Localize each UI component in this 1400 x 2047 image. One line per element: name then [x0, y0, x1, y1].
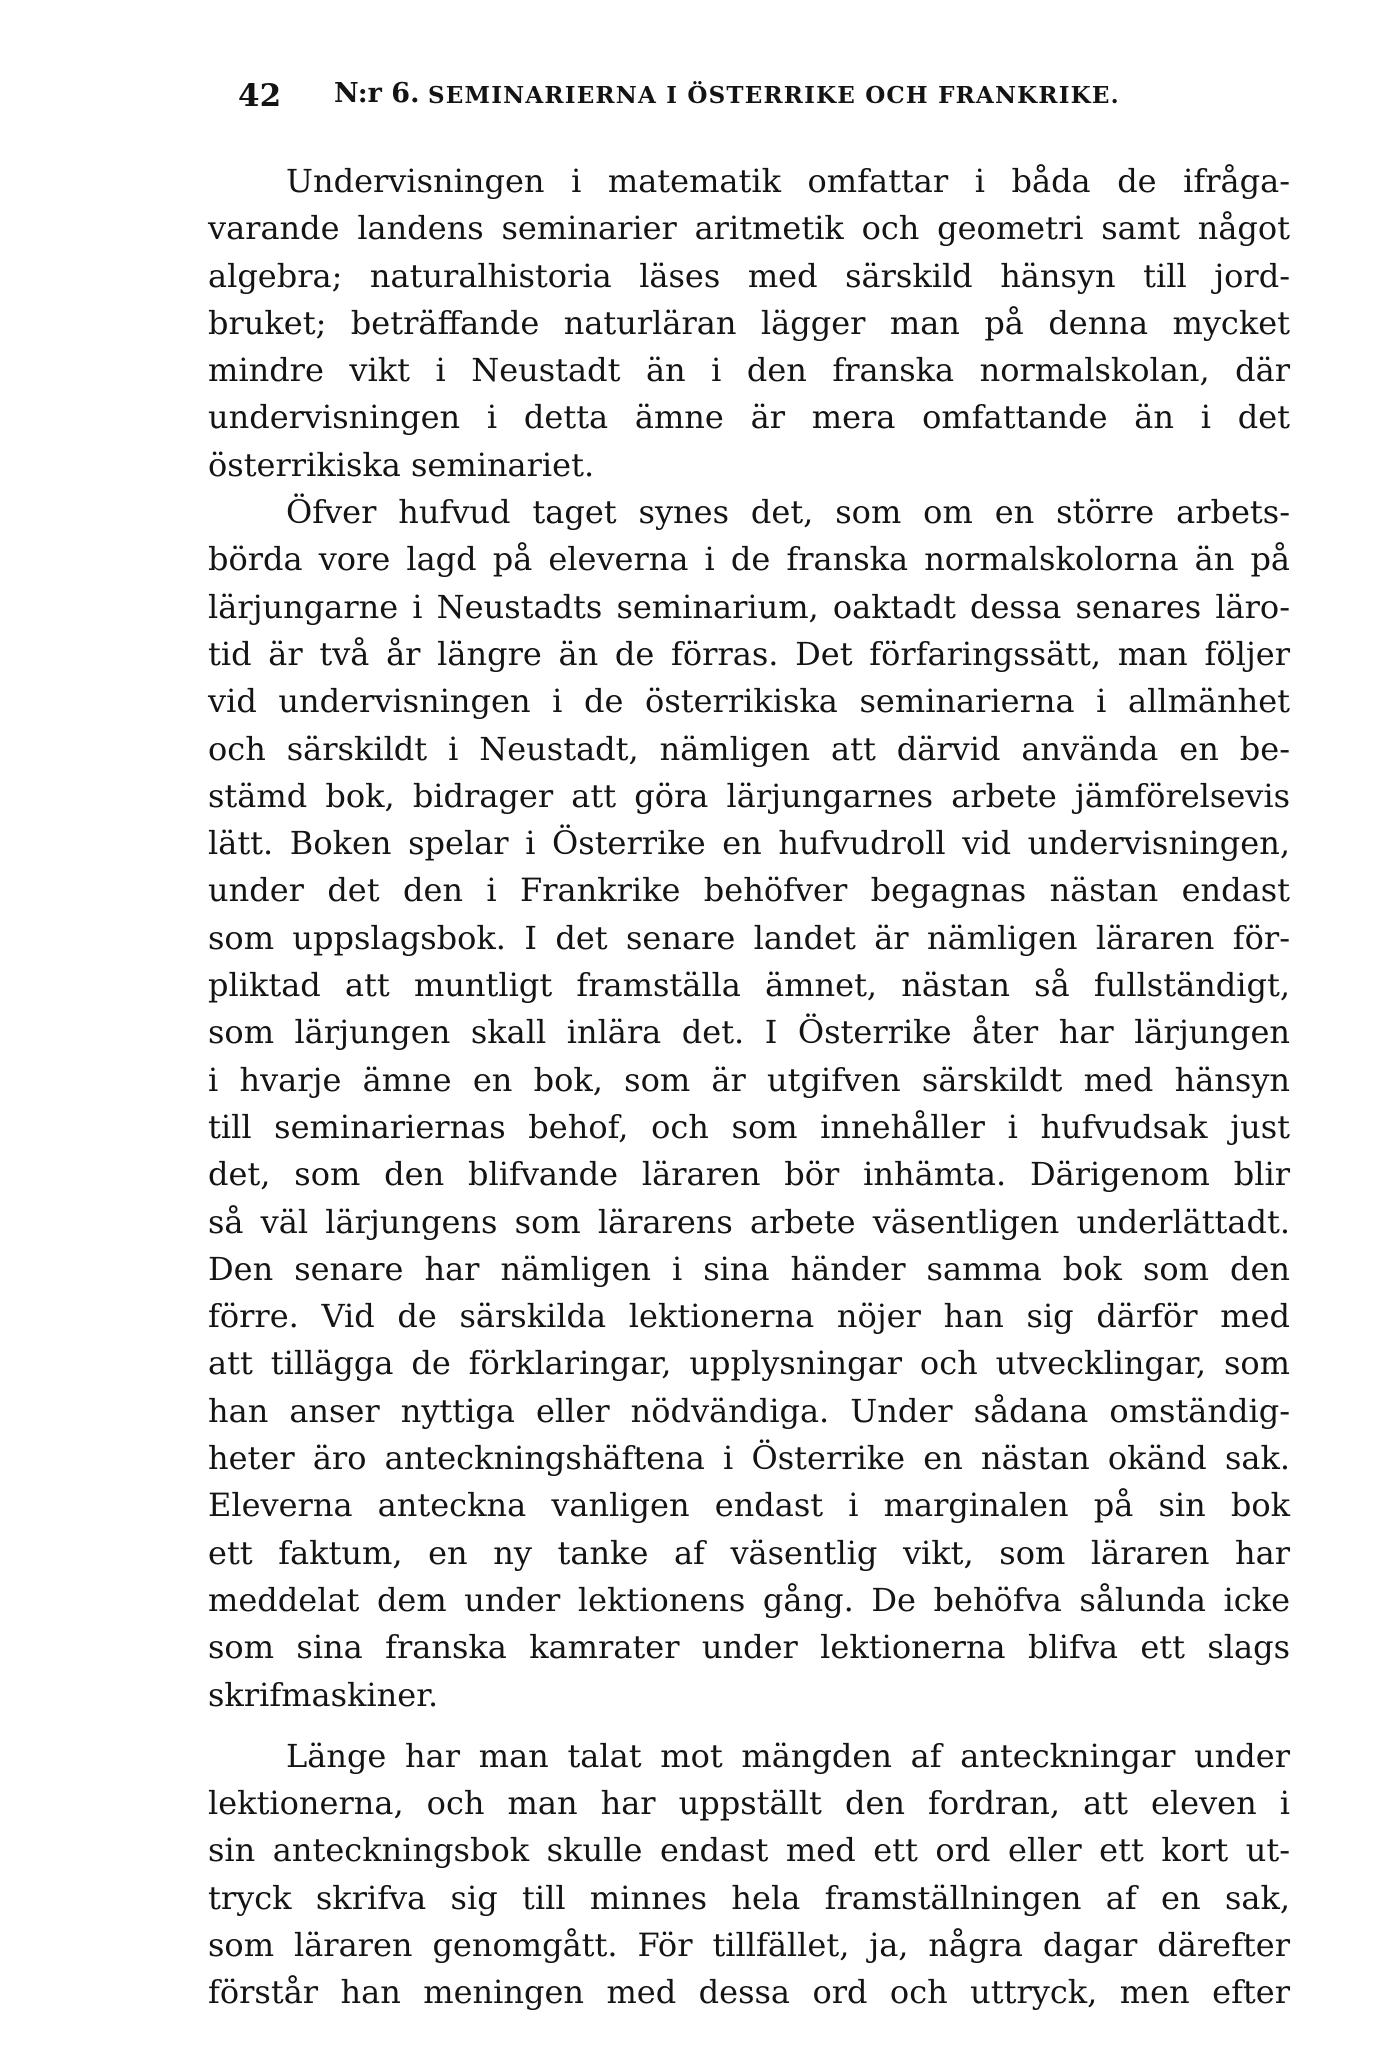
text-line: lektionerna, och man har uppställt den fordran, att eleven i — [208, 1784, 1290, 1823]
text-line: han anser nyttiga eller nödvändiga. Under sådana omständig- — [208, 1391, 1290, 1430]
text-line: bruket; beträffande naturläran lägger man på denna mycket — [208, 303, 1290, 342]
text-line: Den senare har nämligen i sina händer samma bok som den — [208, 1249, 1290, 1288]
text-line: Länge har man talat mot mängden af anteckningar under — [286, 1736, 1290, 1775]
text-line: algebra; naturalhistoria läses med särskild hänsyn till jord- — [208, 256, 1290, 295]
text-line: Öfver hufvud taget synes det, som om en större arbets- — [286, 493, 1290, 532]
text-line: som uppslagsbok. I det senare landet är nämligen läraren för- — [208, 918, 1290, 957]
text-line: mindre vikt i Neustadt än i den franska normalskolan, där — [208, 351, 1290, 390]
text-line: som läraren genomgått. För tillfället, ja, några dagar därefter — [208, 1925, 1290, 1964]
text-line: förstår han meningen med dessa ord och uttryck, men efter — [208, 1973, 1290, 2012]
text-line: tryck skrifva sig till minnes hela framställningen af en sak, — [208, 1878, 1290, 1917]
body-text — [208, 158, 1290, 2017]
issue-number: N:r 6. — [334, 78, 420, 109]
text-line: som lärjungen skall inlära det. I Österrike åter har lärjungen — [208, 1013, 1290, 1052]
text-line: under det den i Frankrike behöfver begagnas nästan endast — [208, 871, 1290, 910]
text-line: att tillägga de förklaringar, upplysningar och utvecklingar, som — [208, 1344, 1290, 1383]
text-line: det, som den blifvande läraren bör inhämta. Därigenom blir — [208, 1155, 1290, 1194]
text-line: heter äro anteckningshäftena i Österrike en nästan okänd sak. — [208, 1439, 1290, 1478]
text-line: meddelat dem under lektionens gång. De behöfva sålunda icke — [208, 1580, 1290, 1619]
text-line: österrikiska seminariet. — [208, 445, 595, 484]
text-line: till seminariernas behof, och som innehåller i hufvudsak just — [208, 1107, 1290, 1146]
text-line: ett faktum, en ny tanke af väsentlig vikt, som läraren har — [208, 1533, 1290, 1572]
text-line: sin anteckningsbok skulle endast med ett ord eller ett kort ut- — [208, 1831, 1290, 1870]
text-line: tid är två år längre än de förras. Det förfaringssätt, man följer — [208, 634, 1290, 673]
text-line: börda vore lagd på eleverna i de franska normalskolorna än på — [208, 540, 1290, 579]
text-line: lärjungarne i Neustadts seminarium, oaktadt dessa senares läro- — [208, 587, 1290, 626]
paragraph-gap — [208, 1719, 1290, 1733]
text-line: pliktad att muntligt framställa ämnet, nästan så fullständigt, — [208, 966, 1290, 1005]
text-line: förre. Vid de särskilda lektionerna nöjer han sig därför med — [208, 1297, 1290, 1336]
text-line: vid undervisningen i de österrikiska seminarierna i allmänhet — [208, 682, 1290, 721]
text-line: så väl lärjungens som lärarens arbete väsentligen underlättadt. — [208, 1202, 1290, 1241]
page-number: 42 — [238, 78, 282, 114]
running-head — [238, 78, 1198, 118]
text-line: Eleverna anteckna vanligen endast i marginalen på sin bok — [208, 1486, 1290, 1525]
text-line: skrifmaskiner. — [208, 1675, 439, 1714]
text-line: och särskildt i Neustadt, nämligen att därvid använda en be- — [208, 729, 1290, 768]
running-title: SEMINARIERNA I ÖSTERRIKE OCH FRANKRIKE. — [428, 82, 1120, 109]
text-line: som sina franska kamrater under lektionerna blifva ett slags — [208, 1628, 1290, 1667]
text-line: varande landens seminarier aritmetik och geometri samt något — [208, 209, 1290, 248]
text-line: i hvarje ämne en bok, som är utgifven särskildt med hänsyn — [208, 1060, 1290, 1099]
text-line: undervisningen i detta ämne är mera omfattande än i det — [208, 398, 1290, 437]
text-line: stämd bok, bidrager att göra lärjungarnes arbete jämförelsevis — [208, 776, 1290, 815]
text-line: lätt. Boken spelar i Österrike en hufvudroll vid undervisningen, — [208, 824, 1290, 863]
text-line: Undervisningen i matematik omfattar i båda de ifråga- — [286, 162, 1290, 200]
